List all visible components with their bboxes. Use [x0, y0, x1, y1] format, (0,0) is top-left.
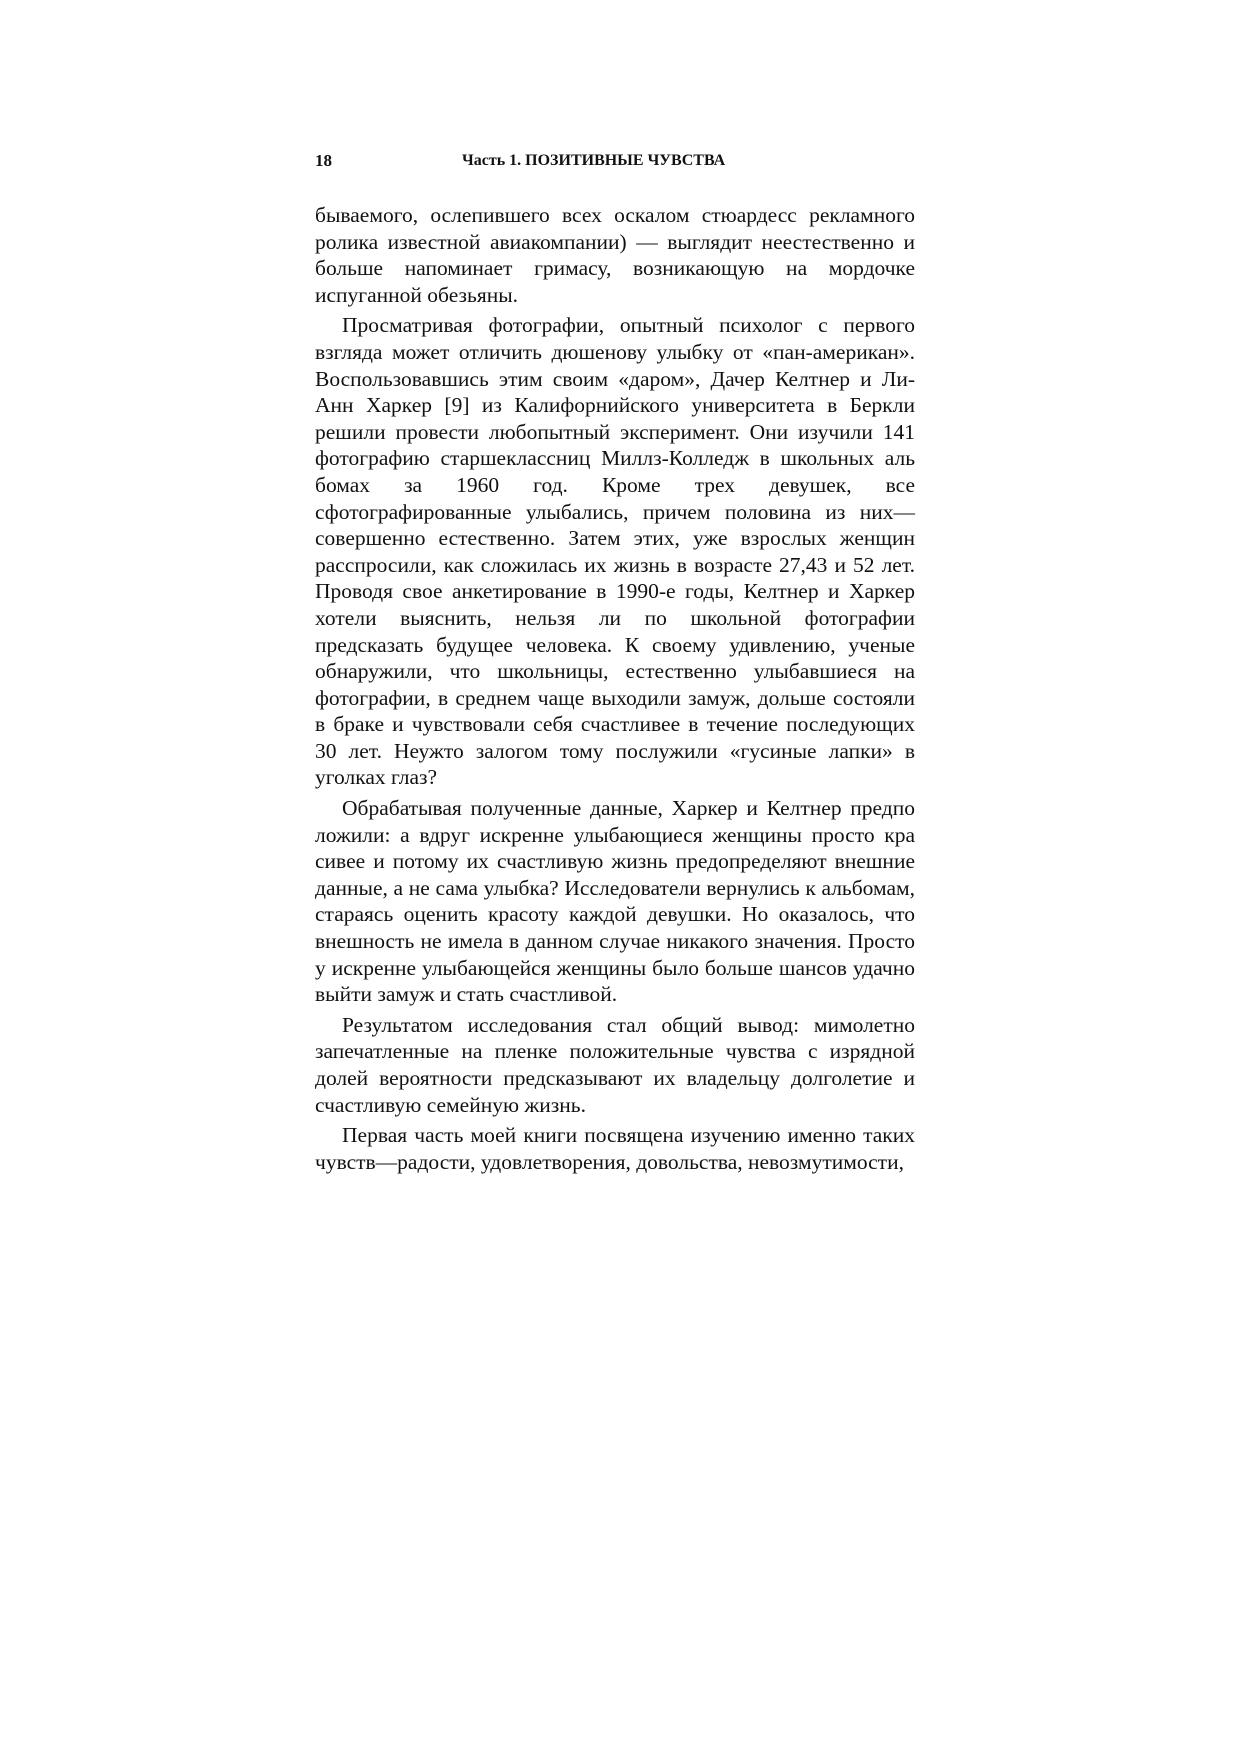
running-head: Часть 1. ПОЗИТИВНЫЕ ЧУВСТВА	[462, 152, 726, 169]
page-number: 18	[315, 151, 332, 170]
paragraph: Обрабатывая полученные данные, Харкер и Келтнер предпо ложили: а вдруг искренне улыбающиеся женщины просто кра сивее и потому их счастливую жизнь предопределяют внешние данные, а не сама улыбка? Исследователи вернулись к альбомам, стараясь оценить красоту каждой девушки. Но оказалось, что внешность не имела в данном случае никакого значения. Просто у искренне улыбающейся женщины было больше шансов удачно выйти замуж и стать счастливой.	[315, 796, 915, 1007]
paragraph: Просматривая фотографии, опытный психолог с первого взгляда может отличить дюшенову улыбку от «пан-американ». Воспользовавшись этим своим «даром», Дачер Келтнер и Ли-Анн Харкер [9] из Калифорнийского университета в Беркли решили провести любопытный эксперимент. Они изучили 141 фотографию старшеклассниц Миллз-Колледж в школьных аль бомах за 1960 год. Кроме трех девушек, все сфотографированные улыбались, причем половина из них—совершенно естественно. Затем этих, уже взрослых женщин расспросили, как сложилась их жизнь в возрасте 27,43 и 52 лет. Проводя свое анкетирование в 1990-е годы, Келтнер и Харкер хотели выяснить, нельзя ли по школьной фотографии предсказать будущее человека. К своему удивлению, ученые обнаружили, что школьницы, естественно улыбавшиеся на фотографии, в среднем чаще выходили замуж, дольше состояли в браке и чувствовали себя счастливее в течение последующих 30 лет. Неужто залогом тому послужили «гусиные лапки» в уголках глаз?	[315, 313, 915, 790]
page-header	[315, 148, 915, 174]
paragraph: Первая часть моей книги посвящена изучению именно таких чувств—радости, удовлетворения, довольства, невозмутимости,	[315, 1123, 915, 1174]
paragraph-continuation: бываемого, ослепившего всех оскалом стюардесс рекламного ролика известной авиакомпании) — выглядит неестественно и больше напоминает гримасу, возникающую на мордочке испуганной обезьяны.	[315, 203, 915, 307]
paragraph: Результатом исследования стал общий вывод: мимолетно запечатленные на пленке положительные чувства с изрядной долей вероятности предсказывают их владельцу долголетие и счастливую семейную жизнь.	[315, 1012, 915, 1117]
body-text	[315, 202, 915, 1175]
